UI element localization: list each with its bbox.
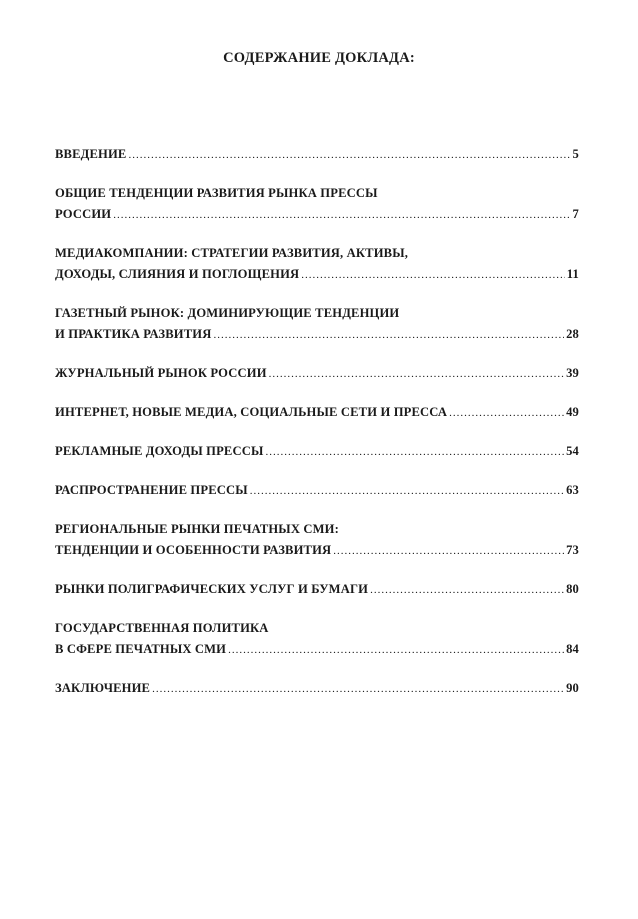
toc-page-number: 63 [566,483,579,497]
toc-page-number: 73 [566,543,579,557]
toc-entry-line [55,480,579,502]
toc-entry [55,243,579,286]
table-of-contents [55,144,579,717]
toc-entry-title-line1: ГОСУДАРСТВЕННАЯ ПОЛИТИКА [55,621,269,635]
dot-leader [250,481,564,502]
dot-leader [228,640,564,661]
toc-entry-line [55,264,579,286]
toc-page-number: 90 [566,681,579,695]
dot-leader [265,442,564,463]
dot-leader [113,205,570,226]
toc-entry-title: РОССИИ [55,207,112,221]
toc-entry-title: РАСПРОСТРАНЕНИЕ ПРЕССЫ [55,483,248,497]
dot-leader [152,679,564,700]
dot-leader [333,541,564,562]
toc-entry [55,363,579,385]
toc-entry-line [55,441,579,463]
toc-entry [55,678,579,700]
dot-leader [301,265,565,286]
toc-entry [55,579,579,601]
toc-page-number: 54 [566,444,579,458]
toc-page-number: 80 [566,582,579,596]
toc-entry-line [55,204,579,226]
toc-entry-title: ИНТЕРНЕТ, НОВЫЕ МЕДИА, СОЦИАЛЬНЫЕ СЕТИ И ПРЕССА [55,405,448,419]
toc-entry-title-line1: РЕГИОНАЛЬНЫЕ РЫНКИ ПЕЧАТНЫХ СМИ: [55,522,339,536]
toc-page-number: 7 [572,207,579,221]
toc-entry-line [55,363,579,385]
dot-leader [213,325,564,346]
toc-entry-title: ДОХОДЫ, СЛИЯНИЯ И ПОГЛОЩЕНИЯ [55,267,300,281]
toc-entry-title: ВВЕДЕНИЕ [55,147,127,161]
toc-page-number: 39 [566,366,579,380]
toc-entry-title-line1: ГАЗЕТНЫЙ РЫНОК: ДОМИНИРУЮЩИЕ ТЕНДЕНЦИИ [55,306,400,320]
toc-entry [55,618,579,661]
page-title: СОДЕРЖАНИЕ ДОКЛАДА: [223,50,415,66]
toc-page-number: 28 [566,327,579,341]
toc-entry-line [55,678,579,700]
toc-entry-title-line1: ОБЩИЕ ТЕНДЕНЦИИ РАЗВИТИЯ РЫНКА ПРЕССЫ [55,186,378,200]
toc-entry [55,480,579,502]
toc-entry [55,303,579,346]
dot-leader [128,145,570,166]
toc-page-number: 84 [566,642,579,656]
toc-entry-line [55,324,579,346]
toc-entry-line [55,540,579,562]
toc-entry [55,144,579,166]
toc-entry [55,519,579,562]
toc-entry-title: ТЕНДЕНЦИИ И ОСОБЕННОСТИ РАЗВИТИЯ [55,543,332,557]
toc-entry-title: ЖУРНАЛЬНЫЙ РЫНОК РОССИИ [55,366,267,380]
toc-entry-title: ЗАКЛЮЧЕНИЕ [55,681,151,695]
dot-leader [370,580,564,601]
toc-entry-title: В СФЕРЕ ПЕЧАТНЫХ СМИ [55,642,227,656]
toc-page-number: 11 [566,267,579,281]
toc-entry-line [55,144,579,166]
toc-entry [55,402,579,424]
toc-entry [55,441,579,463]
toc-page-number: 5 [572,147,579,161]
toc-entry-title: И ПРАКТИКА РАЗВИТИЯ [55,327,212,341]
toc-entry-line [55,579,579,601]
toc-entry [55,183,579,226]
dot-leader [269,364,564,385]
toc-entry-title: РЕКЛАМНЫЕ ДОХОДЫ ПРЕССЫ [55,444,264,458]
toc-page-number: 49 [566,405,579,419]
toc-entry-title: РЫНКИ ПОЛИГРАФИЧЕСКИХ УСЛУГ И БУМАГИ [55,582,369,596]
toc-entry-title-line1: МЕДИАКОМПАНИИ: СТРАТЕГИИ РАЗВИТИЯ, АКТИВЫ, [55,246,409,260]
toc-entry-line [55,639,579,661]
toc-entry-line [55,402,579,424]
dot-leader [449,403,564,424]
